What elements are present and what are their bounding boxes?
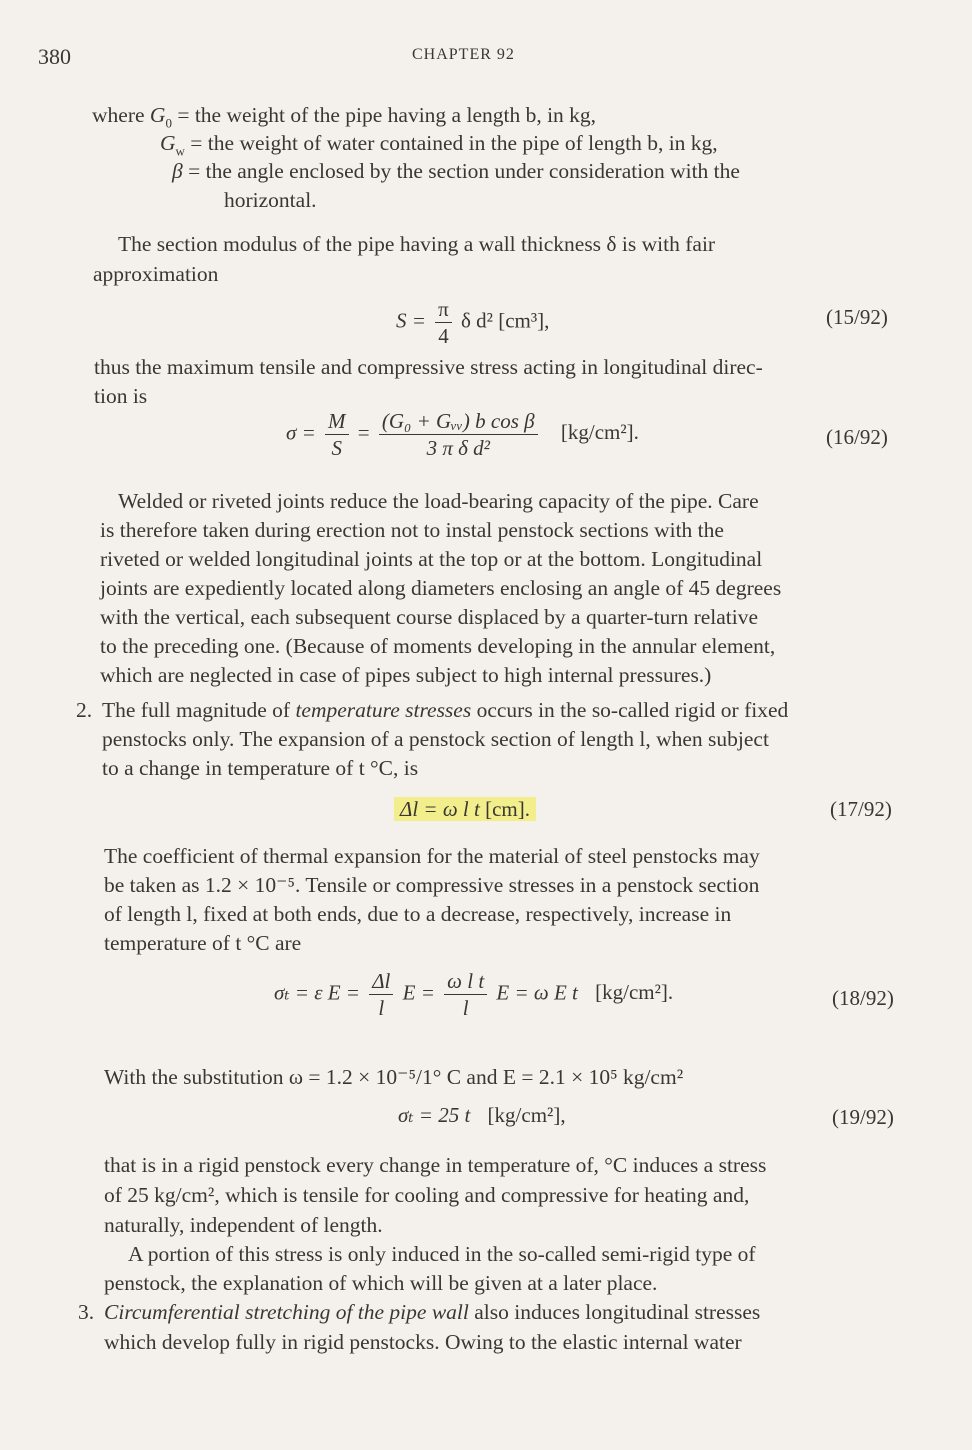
where-word: where bbox=[92, 103, 145, 127]
welded-line-5: with the vertical, each subsequent course displaced by a quarter-turn relative bbox=[100, 605, 759, 629]
coeff-line-1: The coefficient of thermal expansion for the material of steel penstocks may bbox=[104, 844, 760, 868]
symbol-gw-sub: w bbox=[175, 143, 185, 159]
item-2-emphasis: temperature stresses bbox=[295, 698, 472, 722]
chapter-heading: CHAPTER 92 bbox=[412, 46, 515, 63]
eq17-formula: Δl = ω l t bbox=[400, 797, 480, 821]
portion-line-2: penstock, the explanation of which will be given at a later place. bbox=[104, 1271, 658, 1295]
where-line-g0 bbox=[92, 101, 596, 131]
equation-18-number: (18/92) bbox=[832, 986, 894, 1010]
welded-line-3: riveted or welded longitudinal joints at the top or at the bottom. Longitudinal bbox=[100, 547, 763, 571]
item-2-marker: 2. bbox=[76, 698, 93, 722]
stress-line-1: thus the maximum tensile and compressive stress acting in longitudinal direc- bbox=[94, 355, 763, 379]
welded-line-1: Welded or riveted joints reduce the load-bearing capacity of the pipe. Care bbox=[118, 489, 759, 513]
eq16-f2-numerator: (G₀ + Gᵥᵥ) b cos β bbox=[379, 408, 538, 435]
eq17-unit: [cm]. bbox=[485, 797, 530, 821]
item-2-line-1-start: The full magnitude of bbox=[102, 698, 291, 722]
eq19-formula: σₜ = 25 t bbox=[398, 1103, 471, 1127]
equation-17-number: (17/92) bbox=[830, 797, 892, 821]
welded-line-7: which are neglected in case of pipes subject to high internal pressures.) bbox=[100, 663, 712, 687]
eq15-lhs: S = bbox=[396, 308, 426, 333]
symbol-gw: G bbox=[160, 131, 176, 155]
symbol-beta: β bbox=[172, 159, 183, 183]
coeff-line-2: be taken as 1.2 × 10⁻⁵. Tensile or compressive stresses in a penstock section bbox=[104, 873, 760, 897]
eq16-fraction-1 bbox=[325, 408, 349, 461]
symbol-g0: G bbox=[149, 103, 166, 127]
eq18-f1-numerator: Δl bbox=[369, 968, 393, 995]
highlight-marker bbox=[394, 797, 536, 821]
item-3-line-1 bbox=[104, 1298, 760, 1328]
eq15-fraction bbox=[435, 296, 452, 349]
stress-line-2: tion is bbox=[94, 384, 148, 408]
equation-15 bbox=[396, 296, 549, 349]
eq16-f1-denominator: S bbox=[331, 436, 343, 460]
eq18-mid: E = bbox=[402, 980, 435, 1005]
g0-description: = the weight of the pipe having a length b, in kg, bbox=[177, 103, 597, 127]
item-3-line-1-end: also induces longitudinal stresses bbox=[474, 1300, 761, 1324]
eq16-fraction-2 bbox=[379, 408, 538, 461]
eq16-f2-denominator: 3 π δ d² bbox=[426, 436, 490, 460]
eq16-lhs: σ = bbox=[286, 420, 316, 445]
item-3-emphasis: Circumferential stretching of the pipe wall bbox=[104, 1300, 469, 1324]
beta-description: = the angle enclosed by the section under consideration with the bbox=[188, 159, 740, 183]
symbol-g0-sub: 0 bbox=[165, 115, 172, 131]
where-line-beta bbox=[172, 157, 740, 187]
eq15-denominator: 4 bbox=[438, 324, 449, 348]
item-2-line-1-end: occurs in the so-called rigid or fixed bbox=[476, 698, 789, 722]
eq15-rest: δ d² [cm³], bbox=[461, 308, 550, 333]
rigid-line-3: naturally, independent of length. bbox=[104, 1213, 383, 1237]
equation-16-number: (16/92) bbox=[826, 425, 888, 449]
eq19-unit: [kg/cm²], bbox=[487, 1103, 566, 1127]
equation-16 bbox=[286, 408, 639, 461]
equation-15-number: (15/92) bbox=[826, 305, 888, 329]
equation-19 bbox=[398, 1103, 566, 1128]
rigid-line-1: that is in a rigid penstock every change in temperature of, °C induces a stress bbox=[104, 1153, 767, 1177]
equation-18 bbox=[274, 968, 673, 1021]
eq16-unit: [kg/cm²]. bbox=[560, 420, 639, 445]
section-modulus-line-2: approximation bbox=[93, 262, 219, 286]
eq18-f1-denominator: l bbox=[378, 996, 385, 1020]
eq18-unit: [kg/cm²]. bbox=[595, 980, 674, 1005]
eq16-equals: = bbox=[357, 420, 370, 445]
welded-line-4: joints are expediently located along diameters enclosing an angle of 45 degrees bbox=[100, 576, 782, 600]
rigid-line-2: of 25 kg/cm², which is tensile for cooling and compressive for heating and, bbox=[104, 1183, 750, 1207]
page-number: 380 bbox=[38, 44, 71, 69]
welded-line-2: is therefore taken during erection not to instal penstock sections with the bbox=[100, 518, 724, 542]
portion-line-1: A portion of this stress is only induced in the so-called semi-rigid type of bbox=[128, 1242, 756, 1266]
section-modulus-line-1: The section modulus of the pipe having a wall thickness δ is with fair bbox=[118, 232, 716, 256]
item-2-line-2: penstocks only. The expansion of a penstock section of length l, when subject bbox=[102, 727, 769, 751]
item-3-marker: 3. bbox=[78, 1300, 95, 1324]
gw-description: = the weight of water contained in the pipe of length b, in kg, bbox=[190, 131, 718, 155]
equation-19-number: (19/92) bbox=[832, 1105, 894, 1129]
eq15-numerator: π bbox=[435, 296, 452, 323]
where-line-beta-cont: horizontal. bbox=[224, 188, 317, 212]
eq18-rest: E = ω E t bbox=[496, 980, 578, 1005]
eq16-f1-numerator: M bbox=[325, 408, 349, 435]
eq18-fraction-2 bbox=[444, 968, 487, 1021]
eq18-f2-numerator: ω l t bbox=[444, 968, 487, 995]
where-line-gw bbox=[160, 129, 718, 159]
eq18-lhs: σₜ = ε E = bbox=[274, 980, 360, 1005]
coeff-line-4: temperature of t °C are bbox=[104, 931, 302, 955]
eq18-fraction-1 bbox=[369, 968, 393, 1021]
welded-line-6: to the preceding one. (Because of moments developing in the annular element, bbox=[100, 634, 776, 658]
substitution-line: With the substitution ω = 1.2 × 10⁻⁵/1° C and E = 2.1 × 10⁵ kg/cm² bbox=[104, 1065, 684, 1089]
item-2-line-3: to a change in temperature of t °C, is bbox=[102, 756, 419, 780]
eq18-f2-denominator: l bbox=[462, 996, 469, 1020]
item-2-line-1 bbox=[102, 696, 788, 726]
item-3-line-2: which develop fully in rigid penstocks. Owing to the elastic internal water bbox=[104, 1330, 742, 1354]
coeff-line-3: of length l, fixed at both ends, due to a decrease, respectively, increase in bbox=[104, 902, 732, 926]
equation-17 bbox=[394, 797, 536, 822]
